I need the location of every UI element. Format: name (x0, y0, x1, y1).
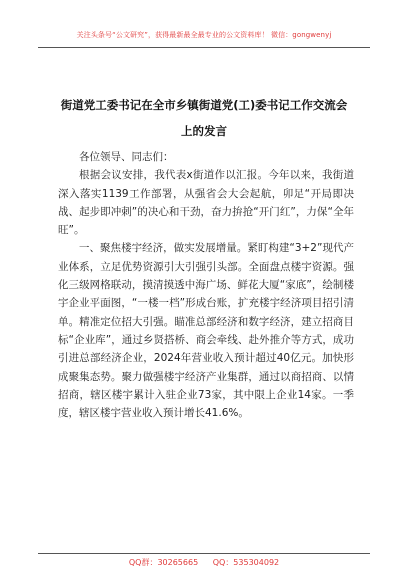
footer-contact (0, 557, 408, 568)
paragraph-section-1: 一、聚焦楼宇经济，做实发展增量。紧盯构建“3+2”现代产业体系，立足优势资源引大引强引头部。全面盘点楼宇资源。强化三级网格联动，摸清摸透中海广场、鲜花大厦“家底”，绘制楼宇企业平面图，“一楼一档”形成台账，扩充楼宇经济项目招引清单。精准定位招大引强。瞄准总部经济和数字经济，建立招商目标“企业库”，通过乡贤搭桥、商会牵线、赴外推介等方式，成功引进总部经济企业，2024年营业收入预计超过40亿元。加快形成聚集态势。聚力做强楼宇经济产业集群，通过以商招商、以情招商，辖区楼宇累计入驻企业73家，其中限上企业14家。一季度，辖区楼宇营业收入预计增长41.6%。 (58, 242, 354, 420)
document-body (58, 148, 354, 422)
document-title: 街道党工委书记在全市乡镇街道党(工)委书记工作交流会 (60, 98, 348, 112)
footer-divider (38, 553, 370, 554)
document-title-continued: 上的发言 (181, 124, 227, 138)
qq-group: QQ群：30265665 (128, 558, 199, 567)
qq-number: QQ：535304092 (212, 558, 280, 567)
greeting: 各位领导、同志们： (79, 151, 174, 163)
header-divider (38, 47, 370, 48)
paragraph-intro: 根据会议安排，我代表x街道作以汇报。今年以来，我街道深入落实1139工作部署，从强省会大会起航，卯足“开局即决战、起步即冲刺”的决心和干劲，奋力拚抢“开门红”，力保“全年旺”。 (58, 169, 354, 237)
header-promo: 关注头条号“公文研究”，获得最新最全最专业的公文资料库！ 微信：gongwenyj (76, 31, 332, 39)
